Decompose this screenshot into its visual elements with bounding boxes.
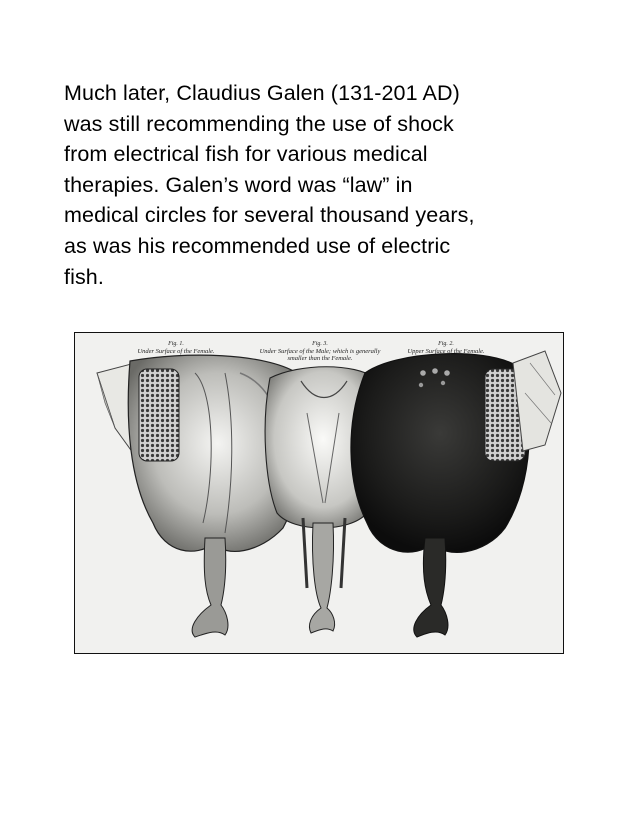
figure-caption bbox=[381, 341, 511, 355]
figure-caption-text: Upper Surface of the Female. bbox=[407, 348, 485, 355]
paragraph-line: Much later, Claudius Galen (131-201 AD) bbox=[64, 81, 460, 105]
paragraph-line: medical circles for several thousand years, bbox=[64, 203, 475, 228]
figure-number: Fig. 2. bbox=[438, 341, 454, 347]
paragraph-line: was still recommending the use of shock bbox=[64, 111, 454, 136]
paragraph-line: fish. bbox=[64, 264, 104, 289]
paragraph-line: as was his recommended use of electric bbox=[64, 233, 451, 258]
figure-number: Fig. 3. bbox=[312, 341, 328, 347]
figure-caption-text: Under Surface of the Male; which is generally smaller than the Female. bbox=[259, 348, 381, 362]
fish-figure-2 bbox=[351, 351, 561, 637]
figure-caption bbox=[111, 341, 241, 355]
figure-caption-text: Under Surface of the Female. bbox=[137, 348, 215, 355]
figure-number: Fig. 1. bbox=[168, 341, 184, 347]
body-paragraph bbox=[64, 78, 564, 292]
figure-caption bbox=[255, 341, 385, 362]
paragraph-line: from electrical fish for various medical bbox=[64, 142, 428, 167]
engraving-illustration bbox=[75, 333, 564, 654]
torpedo-fish-engraving bbox=[74, 332, 564, 654]
paragraph-line: therapies. Galen’s word was “law” in bbox=[64, 172, 413, 197]
